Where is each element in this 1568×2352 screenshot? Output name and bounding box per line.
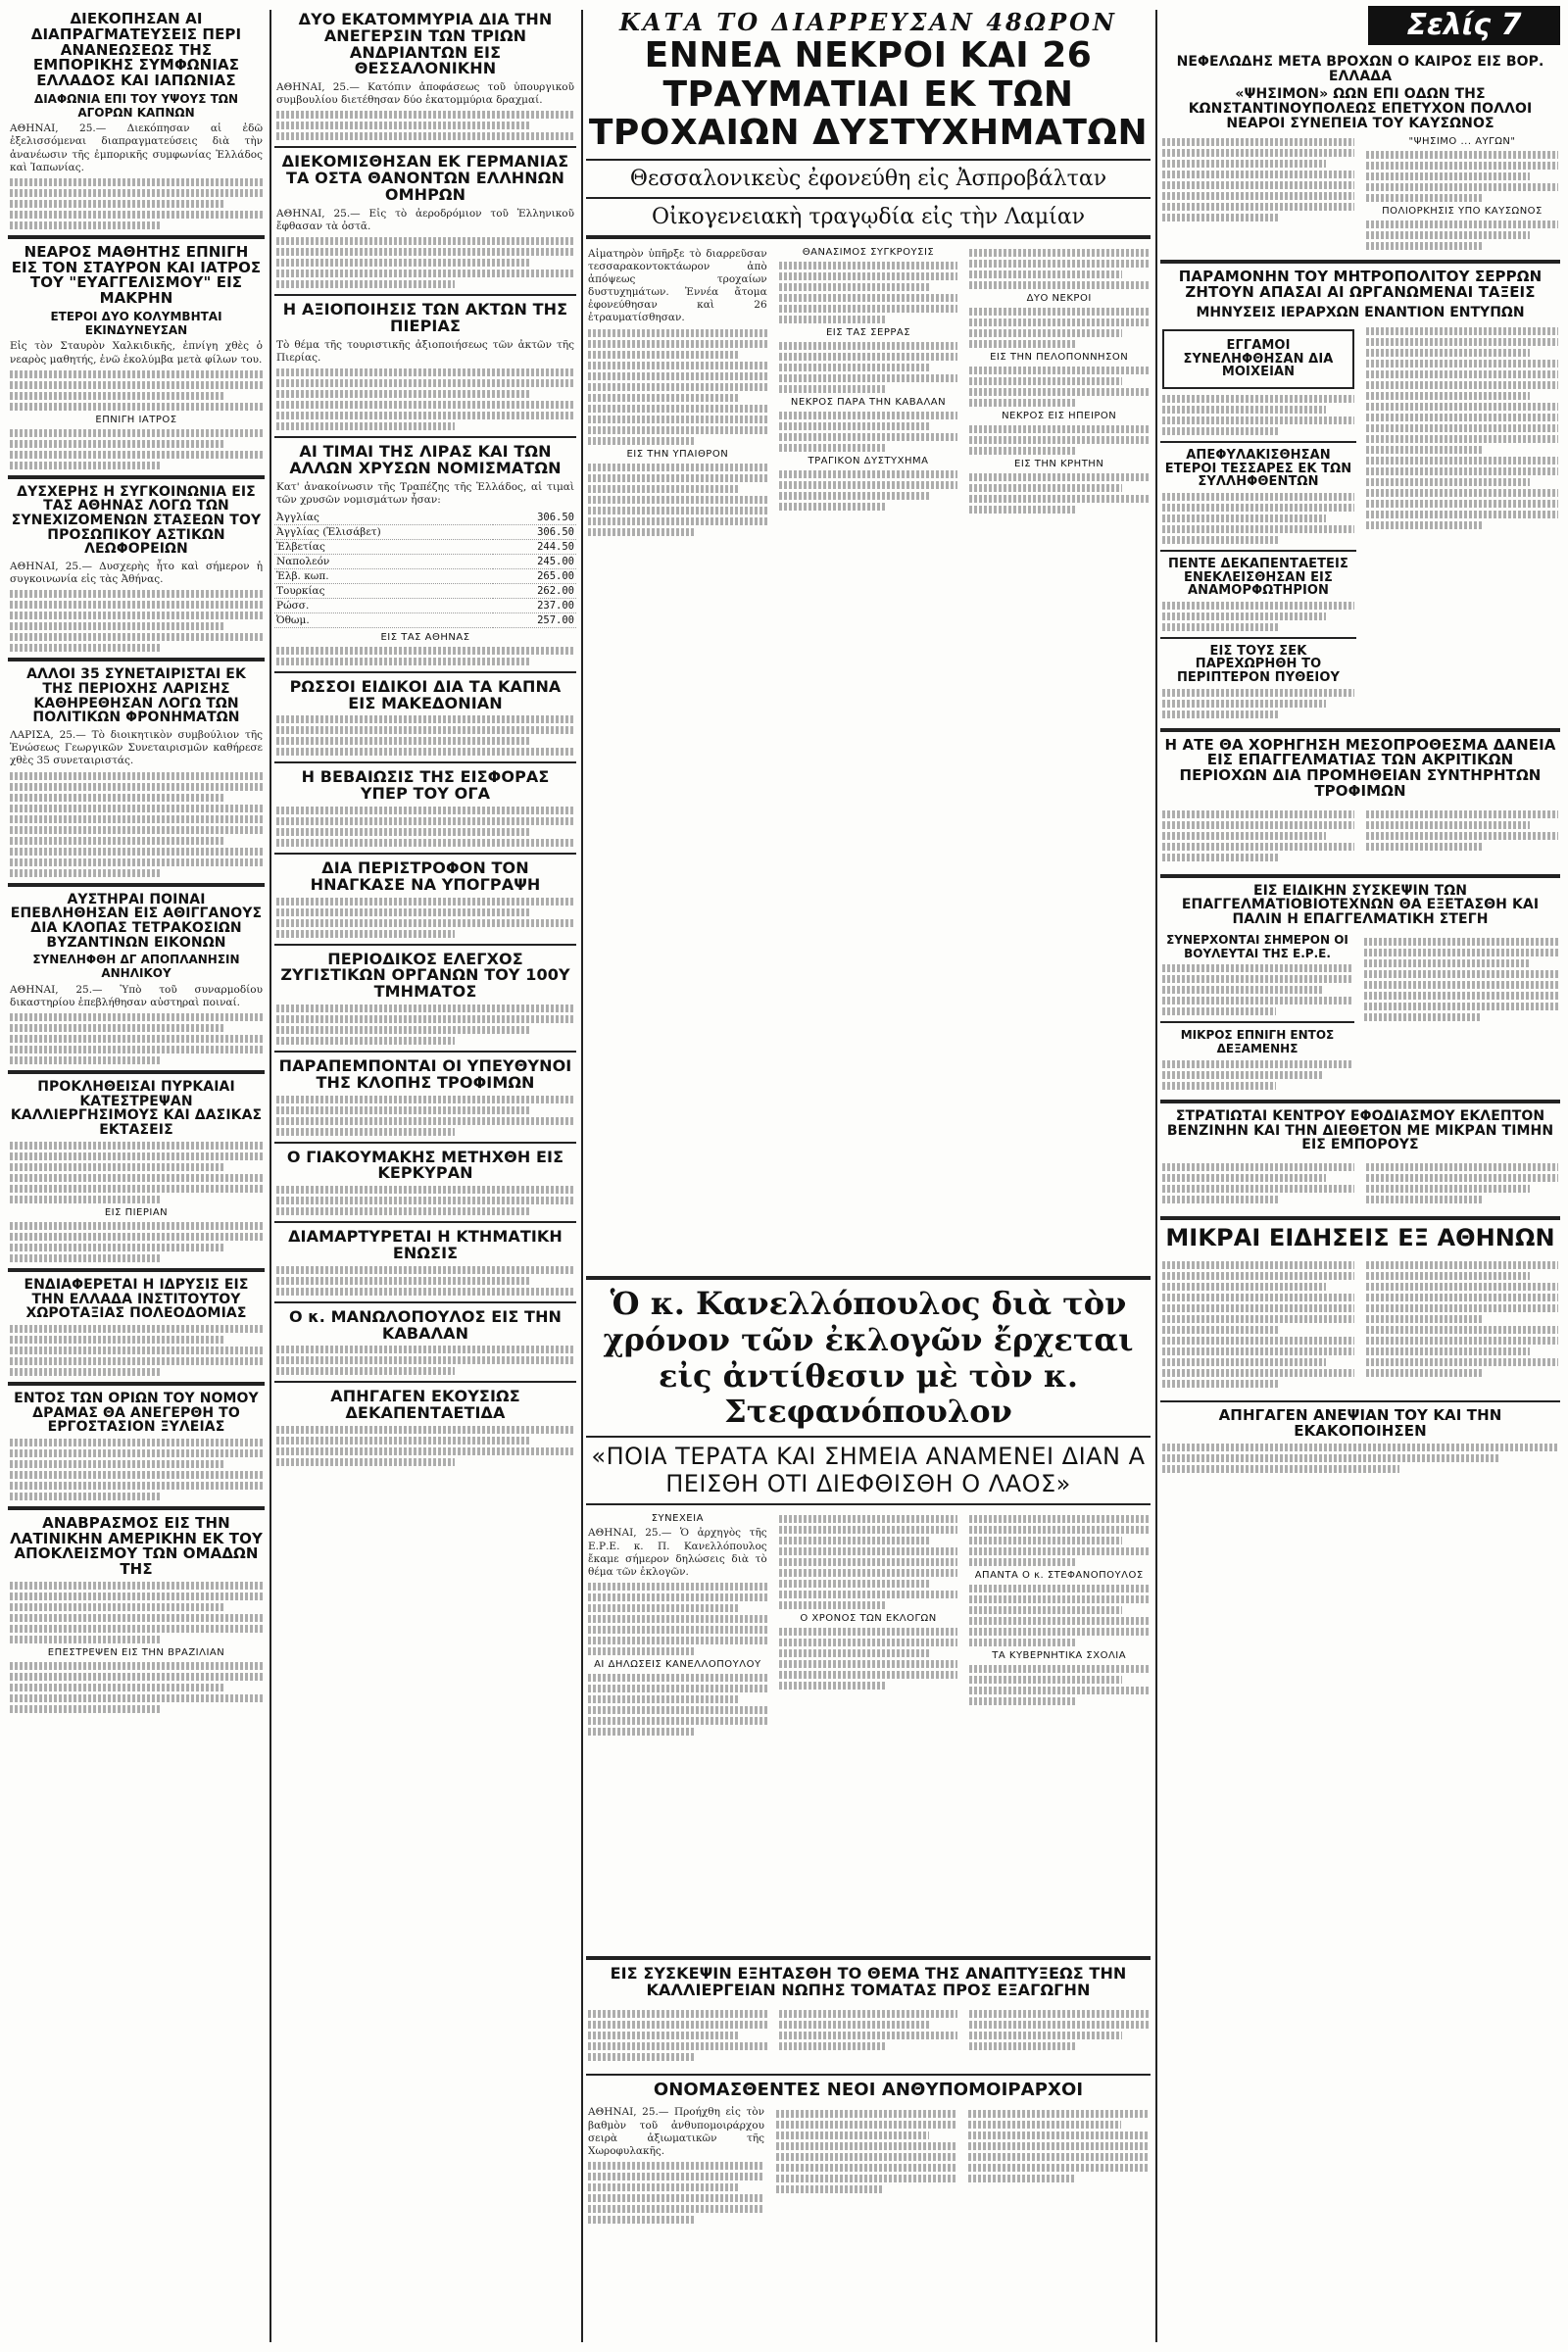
price-coin: Ἑλβ. κωπ. xyxy=(274,568,493,583)
section-label: ΤΡΑΓΙΚΟΝ ΔΥΣΤΥΧΗΜΑ xyxy=(808,455,929,466)
text-block xyxy=(969,425,1149,455)
divider xyxy=(1160,728,1560,732)
headline-scales-inspection: ΠΕΡΙΟΔΙΚΟΣ ΕΛΕΓΧΟΣ ΖΥΓΙΣΤΙΚΩΝ ΟΡΓΑΝΩΝ ΤΟΥ 100Υ ΤΜΗΜΑΤΟΣ xyxy=(280,949,570,1002)
divider xyxy=(274,761,576,763)
headline-reformatory: ΠΕΝΤΕ ΔΕΚΑΠΕΝΤΑΕΤΕΙΣ ΕΝΕΚΛΕΙΣΘΗΣΑΝ ΕΙΣ ΑΝΑΜΟΡΦΩΤΗΡΙΟΝ xyxy=(1168,556,1348,599)
column-2 xyxy=(274,8,576,2344)
weather-column-b xyxy=(1364,134,1560,254)
headline-released: ΑΠΕΦΥΛΑΚΙΣΘΗΣΑΝ ΕΤΕΡΟΙ ΤΕΣΣΑΡΕΣ ΕΚ ΤΩΝ ΣΥΛΛΗΦΘΕΝΤΩΝ xyxy=(1164,447,1352,490)
subhead-ere-deputies: ΣΥΝΕΡΧΟΝΤΑΙ ΣΗΜΕΡΟΝ ΟΙ ΒΟΥΛΕΥΤΑΙ ΤΗΣ Ε.Ρ.Ε. xyxy=(1166,932,1348,960)
k-column-b xyxy=(777,1511,960,1740)
divider xyxy=(8,235,265,239)
text-block xyxy=(10,1582,263,1643)
headline-larisa-cooperatives: ΑΛΛΟΙ 35 ΣΥΝΕΤΑΙΡΙΣΤΑΙ ΕΚ ΤΗΣ ΠΕΡΙΟΧΗΣ ΛΑΡΙΣΗΣ ΚΑΘΗΡΕΘΗΣΑΝ ΛΟΓΩ ΤΩΝ ΠΟΛΙΤΙΚΩΝ ΦΡΟΝΗΜΑΤΩΝ xyxy=(26,666,246,726)
text-block xyxy=(276,647,574,665)
divider xyxy=(586,159,1151,161)
text-block xyxy=(1162,138,1354,221)
article-text: ΑΘΗΝΑΙ, 25.— Δυσχερὴς ἦτο καὶ σήμερον ἡ συγκοινωνία εἰς τὰς Ἀθήνας. xyxy=(10,561,263,586)
text-block xyxy=(1162,1258,1354,1391)
headline-professional-roof: ΕΙΣ ΕΙΔΙΚΗΝ ΣΥΣΚΕΨΙΝ ΤΩΝ ΕΠΑΓΓΕΛΜΑΤΙΟΒΙΟΤΕΧΝΩΝ ΘΑ ΕΞΕΤΑΣΘΗ ΚΑΙ ΠΑΛΙΝ Η ΕΠΑΓΓΕΛΜΑΤΙΚΗ ΣΤΕΓΗ xyxy=(1181,882,1540,928)
text-block xyxy=(276,1096,574,1136)
headline-weather: ΝΕΦΕΛΩΔΗΣ ΜΕΤΑ ΒΡΟΧΩΝ Ο ΚΑΙΡΟΣ ΕΙΣ ΒΟΡ. ΕΛΛΑΔΑ xyxy=(1176,54,1544,84)
text-block xyxy=(10,429,263,469)
headline-japan-trade: ΔΙΕΚΟΠΗΣΑΝ ΑΙ ΔΙΑΠΡΑΓΜΑΤΕΥΣΕΙΣ ΠΕΡΙ ΑΝΑΝΕΩΣΕΩΣ ΤΗΣ ΕΜΠΟΡΙΚΗΣ ΣΥΜΦΩΝΙΑΣ ΕΛΛΑΔΟΣ ΚΑΙ ΙΑΠΩΝΙΑΣ xyxy=(30,10,242,89)
text-block xyxy=(10,1222,263,1262)
headline-new-officers: ΟΝΟΜΑΣΘΕΝΤΕΣ ΝΕΟΙ ΑΝΘΥΠΟΜΟΙΡΑΡΧΟΙ xyxy=(653,2079,1084,2100)
headline-manolopoulos: Ο κ. ΜΑΝΩΛΟΠΟΥΛΟΣ ΕΙΣ ΤΗΝ ΚΑΒΑΛΑΝ xyxy=(288,1306,563,1343)
text-block xyxy=(276,1346,574,1375)
price-coin: Ἀγγλίας xyxy=(274,511,493,525)
price-value: 257.00 xyxy=(493,612,576,627)
divider xyxy=(586,1276,1151,1280)
text-block xyxy=(1162,395,1354,435)
column-rule xyxy=(270,10,271,2342)
headline-food-theft: ΠΑΡΑΠΕΜΠΟΝΤΑΙ ΟΙ ΥΠΕΥΘΥΝΟΙ ΤΗΣ ΚΛΟΠΗΣ ΤΡΟΦΙΜΩΝ xyxy=(278,1055,572,1092)
price-row xyxy=(274,612,576,627)
divider xyxy=(1160,1021,1354,1023)
price-value: 262.00 xyxy=(493,583,576,598)
divider xyxy=(274,1142,576,1144)
text-block xyxy=(276,1426,574,1466)
price-value: 306.50 xyxy=(493,524,576,539)
section-label: ΤΑ ΚΥΒΕΡΝΗΤΙΚΑ ΣΧΟΛΙΑ xyxy=(992,1650,1127,1662)
section-label: ΕΙΣ ΤΗΝ ΠΕΛΟΠΟΝΝΗΣΟΝ xyxy=(990,351,1129,363)
divider xyxy=(8,1506,265,1510)
divider xyxy=(274,671,576,673)
text-block xyxy=(779,262,958,323)
text-block xyxy=(588,1583,767,1655)
divider xyxy=(1160,1100,1560,1103)
text-block xyxy=(1366,808,1558,864)
subhead-minor-arrest: ΣΥΝΕΛΗΦΘΗ ΔΓ ΑΠΟΠΛΑΝΗΣΙΝ ΑΝΗΛΙΚΟΥ xyxy=(32,953,240,981)
text-block xyxy=(276,807,574,847)
article-text: ΑΘΗΝΑΙ, 25.— Ὁ ἀρχηγὸς τῆς Ε.Ρ.Ε. κ. Π. Κανελλόπουλος ἔκαμε σήμερον δηλώσεις διὰ τὸ θέμα τῶν ἐκλογῶν. xyxy=(588,1527,767,1578)
text-block xyxy=(588,2162,764,2224)
headline-pythio-pavilion: ΕΙΣ ΤΟΥΣ ΣΕΚ ΠΑΡΕΧΩΡΗΘΗ ΤΟ ΠΕΡΙΠΤΕΡΟΝ ΠΥΘΕΙΟΥ xyxy=(1176,643,1341,686)
headline-drama-factory: ΕΝΤΟΣ ΤΩΝ ΟΡΙΩΝ ΤΟΥ ΝΟΜΟΥ ΔΡΑΜΑΣ ΘΑ ΑΝΕΓΕΡΘΗ ΤΟ ΕΡΓΟΣΤΑΣΙΟΝ ΞΥΛΕΙΑΣ xyxy=(14,1390,259,1436)
headline-athens-transport: ΔΥΣΧΕΡΗΣ Η ΣΥΓΚΟΙΝΩΝΙΑ ΕΙΣ ΤΑΣ ΑΘΗΝΑΣ ΛΟΓΩ ΤΩΝ ΣΥΝΕΧΙΖΟΜΕΝΩΝ ΣΤΑΣΕΩΝ ΤΟΥ ΠΡΟΣΩΠΙΚΟΥ ΑΣΤΙΚΩΝ ΛΕΩΦΟΡΕΙΩΝ xyxy=(11,483,262,558)
kanellopoulos-subhead: «ΠΟΙΑ ΤΕΡΑΤΑ ΚΑΙ ΣΗΜΕΙΑ ΑΝΑΜΕΝΕΙ ΔΙΑΝ Α ΠΕΙΣΘΗ ΟΤΙ ΔΙΕΦΘΙΣΘΗ Ο ΛΑΟΣ» xyxy=(591,1443,1146,1497)
divider xyxy=(8,1268,265,1272)
headline-statues: ΔΥΟ ΕΚΑΤΟΜΜΥΡΙΑ ΔΙΑ ΤΗΝ ΑΝΕΓΕΡΣΙΝ ΤΩΝ ΤΡΙΩΝ ΑΝΔΡΙΑΝΤΩΝ ΕΙΣ ΘΕΣΣΑΛΟΝΙΚΗΝ xyxy=(298,10,553,78)
text-block xyxy=(276,898,574,938)
k-column-a xyxy=(586,1511,769,1740)
headline-revolver: ΔΙΑ ΠΕΡΙΣΤΡΟΦΟΝ ΤΟΝ ΗΝΑΓΚΑΣΕ ΝΑ ΥΠΟΓΡΑΨΗ xyxy=(310,858,541,894)
column-1 xyxy=(8,8,265,2344)
headline-serres-metropolitan: ΠΑΡΑΜΟΝΗΝ ΤΟΥ ΜΗΤΡΟΠΟΛΙΤΟΥ ΣΕΡΡΩΝ ΖΗΤΟΥΝ ΑΠΑΣΑΙ ΑΙ ΩΡΓΑΝΩΜΕΝΑΙ ΤΑΞΕΙΣ xyxy=(1178,268,1543,302)
gold-price-table xyxy=(274,511,576,628)
section-label: ΕΙΣ ΠΙΕΡΙΑΝ xyxy=(104,1206,169,1218)
divider xyxy=(274,294,576,296)
divider xyxy=(1160,637,1356,639)
price-row xyxy=(274,554,576,568)
divider xyxy=(1160,1216,1560,1220)
article-text: ΑΘΗΝΑΙ, 25.— Προήχθη εἰς τὸν βαθμὸν τοῦ ἀνθυπομοιράρχου σειρὰ ἀξιωματικῶν τῆς Χωροφυλακῆς. xyxy=(588,2106,764,2157)
text-block xyxy=(1162,493,1354,544)
text-block xyxy=(1162,964,1352,1015)
headline-oga-levy: Η ΒΕΒΑΙΩΣΙΣ ΤΗΣ ΕΙΣΦΟΡΑΣ ΥΠΕΡ ΤΟΥ ΟΓΑ xyxy=(301,767,550,804)
section-label: ΝΕΚΡΟΣ ΕΙΣ ΗΠΕΙΡΟΝ xyxy=(1002,410,1117,421)
article-text: ΑΘΗΝΑΙ, 25.— Διεκόπησαν αἱ ἐδῶ ἐξελισσόμεναι διαπραγματεύσεις διὰ τὴν ἀνανέωσιν τῆς ἐμπορικῆς συμφωνίας Ἑλλάδος καὶ Ἰαπωνίας. xyxy=(10,122,263,173)
text-block xyxy=(779,1628,958,1690)
lead-column-c xyxy=(967,245,1151,540)
price-coin: Ἀγγλίας (Ἐλισάβετ) xyxy=(274,524,493,539)
text-block xyxy=(969,308,1149,348)
article-text: Τὸ θέμα τῆς τουριστικῆς ἀξιοποιήσεως τῶν ἀκτῶν τῆς Πιερίας. xyxy=(276,338,574,364)
divider xyxy=(274,853,576,855)
text-block xyxy=(276,1266,574,1296)
headline-abduction: ΑΠΗΓΑΓΕΝ ΕΚΟΥΣΙΩΣ ΔΕΚΑΠΕΝΤΑΕΤΙΔΑ xyxy=(330,1387,520,1423)
text-block xyxy=(276,715,574,756)
section-label: ΕΙΣ ΤΗΝ ΥΠΑΙΘΡΟΝ xyxy=(626,448,729,460)
text-block xyxy=(1162,602,1354,631)
column-rule xyxy=(581,10,583,2342)
article-text: ΑΘΗΝΑΙ, 25.— Εἰς τὸ ἀεροδρόμιον τοῦ Ἑλληνικοῦ ἔφθασαν τὰ ὀστᾶ. xyxy=(276,207,574,232)
divider xyxy=(1160,550,1356,552)
headline-fires: ΠΡΟΚΛΗΘΕΙΣΑΙ ΠΥΡΚΑΙΑΙ ΚΑΤΕΣΤΡΕΨΑΝ ΚΑΛΛΙΕΡΓΗΣΙΜΟΥΣ ΚΑΙ ΔΑΣΙΚΑΣ ΕΚΤΑΣΕΙΣ xyxy=(10,1079,263,1139)
price-coin: Τουρκίας xyxy=(274,583,493,598)
text-block xyxy=(588,329,767,445)
price-coin: Ὀθωμ. xyxy=(274,612,493,627)
text-block xyxy=(10,1325,263,1376)
divider xyxy=(586,1956,1151,1960)
divider xyxy=(1160,441,1356,443)
divider xyxy=(586,235,1151,239)
officers-column-a xyxy=(586,2103,766,2228)
text-block xyxy=(10,1439,263,1500)
text-block xyxy=(968,2107,1149,2224)
section-label: ΕΙΣ ΤΑΣ ΣΕΡΡΑΣ xyxy=(825,326,911,338)
headline-ate-loans: Η ΑΤΕ ΘΑ ΧΟΡΗΓΗΣΗ ΜΕΣΟΠΡΟΘΕΣΜΑ ΔΑΝΕΙΑ ΕΙΣ ΕΠΑΓΓΕΛΜΑΤΙΑΣ ΤΩΝ ΑΚΡΙΤΙΚΩΝ ΠΕΡΙΟΧΩΝ ΔΙΑ ΠΡΟΜΗΘΕΙΑΝ ΣΥΝΤΗΡΗΤΩΝ ΤΡΟΦΙΜΩΝ xyxy=(1164,735,1556,800)
headline-property-union: ΔΙΑΜΑΡΤΥΡΕΤΑΙ Η ΚΤΗΜΑΤΙΚΗ ΕΝΩΣΙΣ xyxy=(288,1227,563,1262)
text-block xyxy=(1162,689,1354,718)
headline-heatwave: «ΨΗΣΙΜΟΝ» ΩΩΝ ΕΠΙ ΟΔΩΝ ΤΗΣ ΚΩΝΣΤΑΝΤΙΝΟΥΠΟΛΕΩΣ ΕΠΕΤΥΧΟΝ ΠΟΛΛΟΙ ΝΕΑΡΟΙ ΣΥΝΕΠΕΙΑ ΤΟΥ ΚΑΥΣΩΝΟΣ xyxy=(1188,86,1533,131)
divider xyxy=(8,883,265,887)
price-row xyxy=(274,583,576,598)
bottom-middle-stories xyxy=(586,1950,1151,2344)
divider xyxy=(274,944,576,946)
headline-student-drowned: ΝΕΑΡΟΣ ΜΑΘΗΤΗΣ ΕΠΝΙΓΗ ΕΙΣ ΤΟΝ ΣΤΑΥΡΟΝ ΚΑΙ ΙΑΤΡΟΣ ΤΟΥ "ΕΥΑΓΓΕΛΙΣΜΟΥ" ΕΙΣ ΜΑΚΡΗΝ xyxy=(11,242,262,308)
subhead-tobacco: ΔΙΑΦΩΝΙΑ ΕΠΙ ΤΟΥ ΥΨΟΥΣ ΤΩΝ ΑΓΟΡΩΝ ΚΑΠΝΩΝ xyxy=(33,91,239,120)
divider xyxy=(586,1436,1151,1438)
kanellopoulos-headline: Ὁ κ. Κανελλόπουλος διὰ τὸν χρόνον τῶν ἐκλογῶν ἔρχεται εἰς ἀντίθεσιν μὲ τὸν κ. Στεφανόπουλον xyxy=(603,1285,1134,1431)
section-label: ΑΠΑΝΤΑ Ο κ. ΣΤΕΦΑΝΟΠΟΥΛΟΣ xyxy=(974,1570,1144,1582)
text-block xyxy=(276,368,574,430)
text-block xyxy=(969,367,1149,407)
lead-headline: ΕΝΝΕΑ ΝΕΚΡΟΙ ΚΑΙ 26 ΤΡΑΥΜΑΤΙΑΙ ΕΚ ΤΩΝ ΤΡΟΧΑΙΩΝ ΔΥΣΤΥΧΗΜΑΤΩΝ xyxy=(588,35,1149,154)
price-row xyxy=(274,568,576,583)
text-block xyxy=(779,470,958,511)
text-block xyxy=(1162,1060,1352,1090)
price-row xyxy=(274,539,576,554)
divider xyxy=(8,658,265,662)
price-row xyxy=(274,524,576,539)
text-block xyxy=(969,249,1149,289)
divider xyxy=(274,1221,576,1223)
text-block xyxy=(276,1186,574,1215)
section-label: ΠΟΛΙΟΡΚΗΣΙΣ ΥΠΟ ΚΑΥΣΩΝΟΣ xyxy=(1382,206,1543,218)
lead-kicker: ΚΑΤΑ ΤΟ ΔΙΑΡΡΕΥΣΑΝ 48ΩΡΟΝ xyxy=(619,8,1117,36)
divider xyxy=(274,1301,576,1303)
text-block xyxy=(276,1004,574,1045)
section-label: ΔΥΟ ΝΕΚΡΟΙ xyxy=(1026,292,1092,304)
text-block xyxy=(779,412,958,452)
divider xyxy=(274,436,576,438)
divider xyxy=(586,2074,1151,2076)
headline-pieria-coast: Η ΑΞΙΟΠΟΙΗΣΙΣ ΤΩΝ ΑΚΤΩΝ ΤΗΣ ΠΙΕΡΙΑΣ xyxy=(282,300,568,335)
text-block xyxy=(1366,1160,1558,1206)
roof-column-a xyxy=(1160,931,1354,1094)
headline-tank-drowning: ΜΙΚΡΟΣ ΕΠΝΙΓΗ ΕΝΤΟΣ ΔΕΞΑΜΕΝΗΣ xyxy=(1180,1028,1335,1056)
article-text: Κατ' ἀνακοίνωσιν τῆς Τραπέζης τῆς Ἑλλάδος, αἱ τιμαὶ τῶν χρυσῶν νομισμάτων ἦσαν: xyxy=(276,480,574,506)
text-block xyxy=(1366,327,1558,529)
headline-tomato: ΕΙΣ ΣΥΣΚΕΨΙΝ ΕΞΗΤΑΣΘΗ ΤΟ ΘΕΜΑ ΤΗΣ ΑΝΑΠΤΥΞΕΩΣ ΤΗΝ ΚΑΛΛΙΕΡΓΕΙΑΝ ΝΩΠΗΣ ΤΟΜΑΤΑΣ ΠΡΟΣ ΕΞΑΓΩΓΗΝ xyxy=(610,1964,1127,1999)
section-label: ΝΕΚΡΟΣ ΠΑΡΑ ΤΗΝ ΚΑΒΑΛΑΝ xyxy=(790,396,947,408)
article-text: Εἰς τὸν Σταυρὸν Χαλκιδικῆς, ἐπνίγη χθὲς ὁ νεαρὸς μαθητής, ἐνῶ ἐκολύμβα μετὰ φίλων του. xyxy=(10,340,263,366)
headline-petrol-theft: ΣΤΡΑΤΙΩΤΑΙ ΚΕΝΤΡΟΥ ΕΦΟΔΙΑΣΜΟΥ ΕΚΛΕΠΤΟΝ ΒΕΝΖΙΝΗΝ ΚΑΙ ΤΗΝ ΔΙΕΘΕΤΟΝ ΜΕ ΜΙΚΡΑΝ ΤΙΜΗΝ ΕΙΣ ΕΜΠΟΡΟΥΣ xyxy=(1166,1107,1554,1153)
price-value: 244.50 xyxy=(493,539,576,554)
price-coin: Ναπολεόν xyxy=(274,554,493,568)
headline-giakoumakis: Ο ΓΙΑΚΟΥΜΑΚΗΣ ΜΕΤΗΧΘΗ ΕΙΣ ΚΕΡΚΥΡΑΝ xyxy=(286,1147,564,1183)
subhead-swimmers: ΕΤΕΡΟΙ ΔΥΟ ΚΟΛΥΜΒΗΤΑΙ ΕΚΙΝΔΥΝΕΥΣΑΝ xyxy=(50,309,222,337)
headline-icons-theft: ΑΥΣΤΗΡΑΙ ΠΟΙΝΑΙ ΕΠΕΒΛΗΘΗΣΑΝ ΕΙΣ ΑΘΙΓΓΑΝΟΥΣ ΔΙΑ ΚΛΟΠΑΣ ΤΕΤΡΑΚΟΣΙΩΝ ΒΥΖΑΝΤΙΝΩΝ ΕΙΚΟΝΩΝ xyxy=(10,891,263,951)
article-text: ΑΘΗΝΑΙ, 25.— Ὑπὸ τοῦ συναρμοδίου δικαστηρίου ἐπεβλήθησαν αὐστηραὶ ποιναί. xyxy=(10,983,263,1008)
lead-column-a xyxy=(586,245,769,540)
kanellopoulos-story xyxy=(586,1270,1151,1944)
headline-niece-abduction: ΑΠΗΓΑΓΕΝ ΑΝΕΨΙΑΝ ΤΟΥ ΚΑΙ ΤΗΝ ΕΚΑΚΟΠΟΙΗΣΕΝ xyxy=(1218,1406,1502,1440)
text-block xyxy=(1366,151,1558,202)
page-label: Σελίς 7 xyxy=(1368,6,1560,45)
divider xyxy=(8,1070,265,1074)
text-block xyxy=(10,178,263,229)
subhead-hierarchs: ΜΗΝΥΣΕΙΣ ΙΕΡΑΡΧΩΝ ΕΝΑΝΤΙΟΝ ΕΝΤΥΠΩΝ xyxy=(1196,304,1525,320)
text-block xyxy=(10,1662,263,1713)
divider xyxy=(1160,1400,1560,1402)
headline-adultery: ΕΓΓΑΜΟΙ ΣΥΝΕΛΗΦΘΗΣΑΝ ΔΙΑ ΜΟΙΧΕΙΑΝ xyxy=(1183,338,1334,380)
text-block xyxy=(776,2107,956,2224)
divider xyxy=(586,1503,1151,1505)
right-column xyxy=(1160,51,1560,2344)
text-block xyxy=(588,1674,767,1736)
headline-russian-experts: ΡΩΣΣΟΙ ΕΙΔΙΚΟΙ ΔΙΑ ΤΑ ΚΑΠΝΑ ΕΙΣ ΜΑΚΕΔΟΝΙΑΝ xyxy=(289,676,562,712)
text-block xyxy=(10,590,263,652)
adultery-box xyxy=(1162,329,1354,389)
text-block xyxy=(10,370,263,411)
price-coin: Ἑλβετίας xyxy=(274,539,493,554)
section-label: ΕΠΕΣΤΡΕΨΕΝ ΕΙΣ ΤΗΝ ΒΡΑΖΙΛΙΑΝ xyxy=(47,1646,225,1658)
section-label: ΕΙΣ ΤΑΣ ΑΘΗΝΑΣ xyxy=(380,631,470,643)
divider xyxy=(1160,260,1560,264)
price-value: 245.00 xyxy=(493,554,576,568)
text-block xyxy=(276,237,574,288)
text-block xyxy=(588,2007,767,2064)
divider xyxy=(586,197,1151,199)
headline-short-news: ΜΙΚΡΑΙ ΕΙΔΗΣΕΙΣ ΕΞ ΑΘΗΝΩΝ xyxy=(1165,1224,1555,1252)
text-block xyxy=(969,2007,1149,2064)
serres-column-b xyxy=(1364,323,1560,722)
section-label: Ο ΧΡΟΝΟΣ ΤΩΝ ΕΚΛΟΓΩΝ xyxy=(800,1613,937,1625)
weather-column-a xyxy=(1160,134,1356,254)
text-block xyxy=(1162,808,1354,864)
text-block xyxy=(1162,1444,1558,1473)
price-value: 237.00 xyxy=(493,598,576,612)
headline-latin-america: ΑΝΑΒΡΑΣΜΟΣ ΕΙΣ ΤΗΝ ΛΑΤΙΝΙΚΗΝ ΑΜΕΡΙΚΗΝ ΕΚ ΤΟΥ ΑΠΟΚΛΕΙΣΜΟΥ ΤΩΝ ΟΜΑΔΩΝ ΤΗΣ xyxy=(10,1513,263,1579)
main-story xyxy=(586,8,1151,1272)
lead-deck-2: Οἰκογενειακὴ τραγῳδία εἰς τὴν Λαμίαν xyxy=(651,204,1086,229)
lead-text: Αἱματηρὸν ὑπῆρξε τὸ διαρρεῦσαν τεσσαρακοντοκτάωρον ἀπὸ ἀπόψεως τροχαίων δυστυχημάτων. Ἐννέα ἄτομα ἐφονεύθησαν καὶ 26 ἐτραυματίσθησαν. xyxy=(588,247,767,324)
article-text: ΑΘΗΝΑΙ, 25.— Κατόπιν ἀποφάσεως τοῦ ὑπουργικοῦ συμβουλίου διετέθησαν δύο ἑκατομμύρια δραχμαί. xyxy=(276,81,574,107)
section-label: ΣΥΝΕΧΕΙΑ xyxy=(651,1513,704,1525)
section-label: ΘΑΝΑΣΙΜΟΣ ΣΥΓΚΡΟΥΣΙΣ xyxy=(802,246,935,258)
divider xyxy=(8,1382,265,1386)
text-block xyxy=(969,473,1149,514)
article-text: ΛΑΡΙΣΑ, 25.— Τὸ διοικητικὸν συμβούλιον τῆς Ἑνώσεως Γεωργικῶν Συνεταιρισμῶν καθήρεσε χθὲς 35 συνεταιριστάς. xyxy=(10,729,263,767)
headline-urban-planning: ΕΝΔΙΑΦΕΡΕΤΑΙ Η ΙΔΡΥΣΙΣ ΕΙΣ ΤΗΝ ΕΛΛΑΔΑ ΙΝΣΤΙΤΟΥΤΟΥ ΧΩΡΟΤΑΞΙΑΣ ΠΟΛΕΟΔΟΜΙΑΣ xyxy=(24,1276,249,1322)
divider xyxy=(1160,874,1560,878)
k-column-c xyxy=(967,1511,1151,1740)
price-value: 306.50 xyxy=(493,511,576,525)
section-label: ΕΠΝΙΓΗ ΙΑΤΡΟΣ xyxy=(95,414,177,425)
text-block xyxy=(1366,1258,1558,1391)
text-block xyxy=(10,1142,263,1203)
text-block xyxy=(969,1515,1149,1566)
section-label: "ΨΗΣΙΜΟ ... ΑΥΓΩΝ" xyxy=(1408,136,1516,148)
text-block xyxy=(1364,935,1558,1090)
column-rule xyxy=(1155,10,1157,2342)
headline-hostages-bones: ΔΙΕΚΟΜΙΣΘΗΣΑΝ ΕΚ ΓΕΡΜΑΝΙΑΣ ΤΑ ΟΣΤΑ ΘΑΝΟΝΤΩΝ ΕΛΛΗΝΩΝ ΟΜΗΡΩΝ xyxy=(281,152,569,205)
text-block xyxy=(1366,220,1558,250)
headline-gold-prices: ΑΙ ΤΙΜΑΙ ΤΗΣ ΛΙΡΑΣ ΚΑΙ ΤΩΝ ΑΛΛΩΝ ΧΡΥΣΩΝ ΝΟΜΙΣΜΑΤΩΝ xyxy=(289,441,562,477)
text-block xyxy=(588,464,767,536)
text-block xyxy=(779,342,958,393)
text-block xyxy=(1162,1160,1354,1206)
price-row xyxy=(274,598,576,612)
lead-column-b xyxy=(777,245,960,540)
section-label: ΕΙΣ ΤΗΝ ΚΡΗΤΗΝ xyxy=(1014,458,1104,469)
divider xyxy=(274,146,576,148)
text-block xyxy=(779,1515,958,1609)
serres-column-a xyxy=(1160,323,1356,722)
text-block xyxy=(10,772,263,877)
text-block xyxy=(276,111,574,140)
price-coin: Ρώσσ. xyxy=(274,598,493,612)
lead-deck-1: Θεσσαλονικεὺς ἐφονεύθη εἰς Ἀσπροβάλταν xyxy=(629,166,1107,191)
section-label: ΑΙ ΔΗΛΩΣΕΙΣ ΚΑΝΕΛΛΟΠΟΥΛΟΥ xyxy=(594,1658,761,1670)
text-block xyxy=(969,1665,1149,1705)
text-block xyxy=(969,1585,1149,1646)
price-row xyxy=(274,511,576,525)
price-value: 265.00 xyxy=(493,568,576,583)
text-block xyxy=(10,1013,263,1064)
text-block xyxy=(779,2007,958,2064)
divider xyxy=(274,1051,576,1053)
divider xyxy=(274,1381,576,1383)
divider xyxy=(8,475,265,479)
